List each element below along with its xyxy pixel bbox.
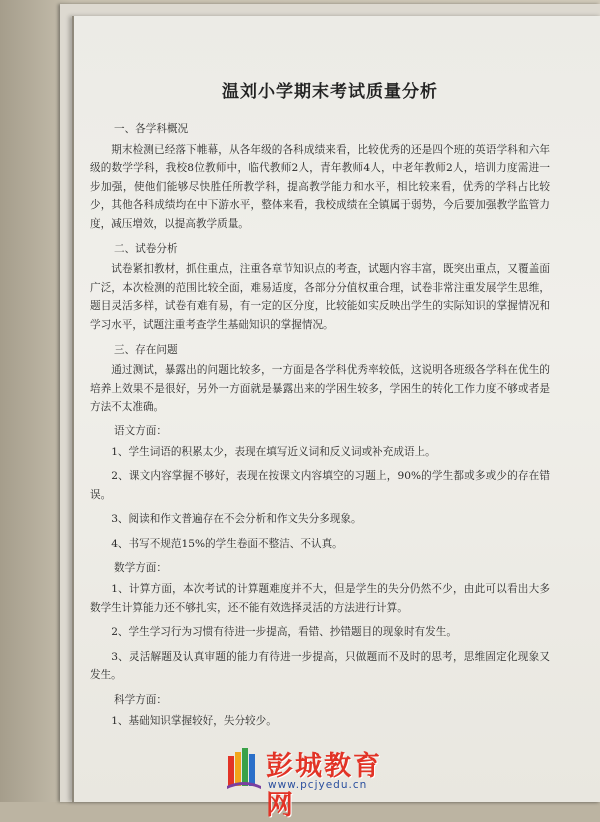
list-item-math-2: 2、学生学习行为习惯有待进一步提高，看错、抄错题目的现象时有发生。 <box>111 626 457 639</box>
list-item-chinese-2: 2、课文内容掌握不够好，表现在按课文内容填空的习题上，90%的学生都或多或少的存在错误。 <box>90 470 550 501</box>
section-heading-overview: 一、各学科概况 <box>114 123 189 135</box>
list-item-math-1: 1、计算方面，本次考试的计算题难度并不大，但是学生的失分仍然不少，由此可以看出大多数学生计算能力还不够扎实，还不能有效选择灵活的方法进行计算。 <box>90 583 550 614</box>
book-logo-icon <box>226 746 262 790</box>
list-item-chinese-1: 1、学生词语的积累太少，表现在填写近义词和反义词或补充成语上。 <box>111 445 436 458</box>
subheading-math: 数学方面： <box>114 562 167 575</box>
list-item-science-1: 1、基础知识掌握较好，失分较少。 <box>111 714 277 727</box>
section-heading-paper-analysis: 二、试卷分析 <box>114 242 178 255</box>
subheading-chinese: 语文方面： <box>114 424 167 437</box>
document-body <box>90 80 550 736</box>
subheading-science: 科学方面： <box>114 694 167 707</box>
site-watermark <box>226 744 406 821</box>
list-item-math-3: 3、灵活解题及认真审题的能力有待进一步提高，只做题而不及时的思考，思维固定化现象又发生。 <box>90 650 550 682</box>
list-item-chinese-3: 3、阅读和作文普遍存在不会分析和作文失分多现象。 <box>111 513 362 526</box>
document-title: 温刘小学期末考试质量分析 <box>222 82 438 102</box>
paragraph-problems: 通过测试，暴露出的问题比较多，一方面是各学科优秀率较低，这说明各班级各学科在优生的培养上效果不是很好，另外一方面就是暴露出来的学困生较多，学困生的转化工作力度不够或者是方法不太准确。 <box>90 364 550 414</box>
paragraph-paper-analysis: 试卷紧扣教材，抓住重点，注重各章节知识点的考查，试题内容丰富，既突出重点，又覆盖面广泛，本次检测的范围比较全面，难易适度，各部分分值权重合理，试卷非常注重发展学生思维，题目灵活多样，试卷有难有易，有一定的区分度，比较能如实反映出学生的实际知识的掌握情况和学习水平，试题注重考查学生基础知识的掌握情况。 <box>90 263 550 331</box>
paragraph-overview: 期末检测已经落下帷幕，从各年级的各科成绩来看，比较优秀的还是四个班的英语学科和六年级的数学学科，我校8位教师中，临代教师2人，青年教师4人，中老年教师2人，培训力度需进一步加强，使他们能够尽快胜任所教学科，提高教学能力和水平，相比较来看，优秀的学科占比较少，其他各科成绩均在中下游水平，整体来看，我校成绩在全镇属于弱势，今后要加强教学监管力度，减压增效，以提高教学质量。 <box>90 143 550 230</box>
watermark-url: www.pcjyedu.cn <box>268 779 368 791</box>
watermark-brand: 彭城教育网 <box>266 751 382 821</box>
list-item-chinese-4: 4、书写不规范15%的学生卷面不整洁、不认真。 <box>111 537 343 550</box>
section-heading-problems: 三、存在问题 <box>114 343 178 356</box>
